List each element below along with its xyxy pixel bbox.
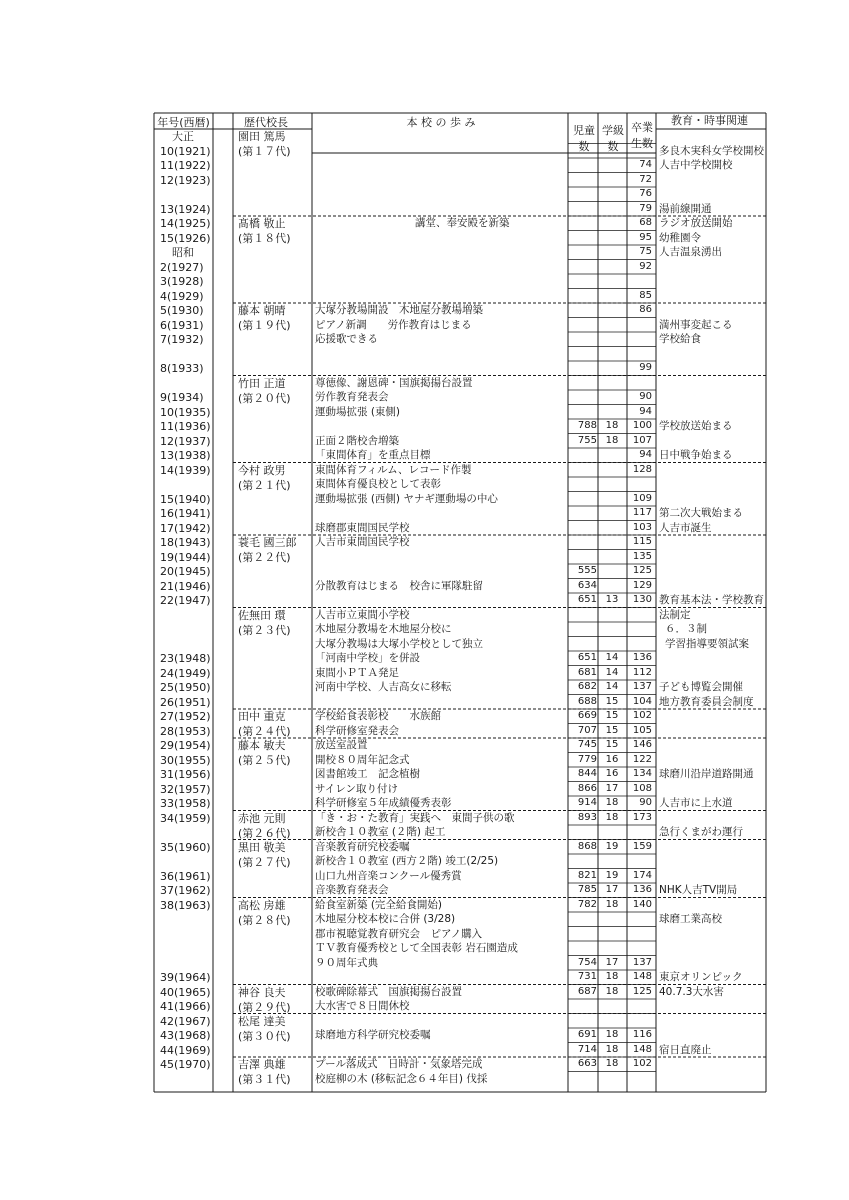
student-count: 914 (577, 797, 597, 808)
header-students-line1: 児童 (573, 124, 595, 137)
history-entry: 校庭柳の木 (移転記念６４年目) 伐採 (315, 1072, 488, 1085)
year-label: 13(1938) (160, 449, 211, 462)
event-entry: 法制定 (659, 608, 691, 621)
student-count: 866 (577, 782, 597, 794)
year-label: 20(1945) (160, 565, 211, 578)
history-entry: 木地屋分校本校に合併 (3/28) (315, 913, 456, 925)
principal-term: (第１７代) (238, 145, 291, 158)
year-label: 38(1963) (160, 898, 211, 912)
principal-term: (第１８代) (238, 232, 291, 245)
history-entry: 運動場拡張 (東側) (315, 405, 401, 418)
class-count: 15 (605, 710, 619, 721)
principal-name: 神谷 良夫 (238, 985, 286, 999)
graduate-count: 92 (639, 260, 652, 272)
student-count: 755 (577, 434, 597, 446)
graduate-count: 72 (639, 173, 652, 185)
year-label: 14(1939) (160, 463, 211, 477)
year-label: 34(1959) (160, 811, 211, 825)
year-label: 30(1955) (160, 753, 211, 767)
principal-name: 蓑毛 國三郎 (238, 536, 297, 549)
year-label: 2(1927) (160, 260, 204, 274)
principal-name: 藤本 朝晴 (238, 304, 286, 317)
graduate-count: 94 (639, 449, 652, 460)
year-label: 4(1929) (160, 289, 204, 303)
event-entry: 子ども博覧会開催 (659, 681, 743, 693)
event-entry: 学習指導要領試案 (665, 637, 749, 650)
principal-term: (第２４代) (238, 725, 291, 738)
event-entry: 宿日直廃止 (659, 1043, 712, 1056)
year-label: 37(1962) (160, 884, 211, 897)
history-entry: 「河南中学校」を併設 (315, 652, 420, 664)
graduate-count: 85 (639, 289, 652, 301)
year-label: 6(1931) (160, 318, 204, 332)
student-count: 691 (577, 1029, 597, 1040)
history-entry: 「東間体育」を重点目標 (315, 449, 431, 461)
graduate-count: 173 (632, 811, 652, 823)
graduate-count: 148 (632, 971, 652, 982)
year-label: 15(1940) (160, 492, 211, 506)
principal-term: (第２６代) (238, 826, 291, 840)
year-label: 12(1937) (160, 434, 211, 448)
principal-name: 黒田 敬美 (238, 840, 286, 854)
graduate-count: 136 (632, 884, 652, 895)
year-label: 36(1961) (160, 869, 211, 883)
student-count: 868 (577, 840, 597, 852)
class-count: 16 (605, 768, 619, 779)
history-entry: 科学研修室５年成績優秀表彰 (315, 797, 452, 809)
student-count: 788 (577, 420, 597, 431)
event-entry: 多良木実科女学校開校 (659, 144, 764, 157)
event-entry: 人吉市に上水道 (659, 797, 733, 809)
history-entry: 講堂、奉安殿を新築 (415, 217, 510, 229)
header-classes-line2: 数 (607, 140, 619, 153)
event-entry: 人吉温泉湧出 (659, 246, 722, 258)
graduate-count: 102 (632, 710, 652, 721)
class-count: 18 (605, 1043, 619, 1055)
year-label: 3(1928) (160, 275, 204, 288)
principal-name: 田中 重克 (238, 710, 286, 723)
history-entry: 球磨地方科学研究校委嘱 (315, 1029, 431, 1041)
graduate-count: 108 (632, 782, 652, 794)
class-count: 19 (605, 840, 619, 852)
principal-term: (第２２代) (238, 551, 291, 564)
graduate-count: 117 (632, 507, 652, 518)
year-label: 12(1923) (160, 173, 211, 187)
graduate-count: 68 (639, 217, 652, 228)
graduate-count: 107 (632, 434, 652, 446)
class-count: 16 (605, 753, 619, 765)
student-count: 779 (577, 753, 597, 765)
student-count: 714 (577, 1043, 597, 1055)
student-count: 687 (577, 985, 597, 997)
graduate-count: 95 (639, 231, 652, 243)
graduate-count: 148 (632, 1043, 652, 1055)
student-count: 669 (577, 710, 597, 721)
graduate-count: 122 (632, 753, 652, 765)
history-entry: 大水害で８日間休校 (315, 1000, 410, 1012)
class-count: 14 (605, 681, 619, 692)
history-entry: 球磨郡東間国民学校 (315, 521, 410, 534)
history-entry: 科学研修室発表会 (315, 724, 399, 737)
history-entry: 学校給食表彰校 水族館 (315, 710, 441, 722)
history-entry: プール落成式 日時計・気象塔完成 (315, 1058, 483, 1070)
graduate-count: 146 (632, 739, 652, 750)
principal-term: (第２５代) (238, 754, 291, 767)
class-count: 18 (605, 971, 619, 982)
graduate-count: 76 (639, 188, 652, 199)
header-graduates-line2: 生数 (631, 137, 653, 150)
year-label: 11(1936) (160, 420, 211, 433)
student-count: 682 (577, 681, 597, 692)
history-entry: ＴＶ教育優秀校として全国表彰 岩石園造成 (315, 942, 518, 954)
graduate-count: 104 (632, 695, 652, 707)
history-entry: 運動場拡張 (西側) ヤナギ運動場の中心 (315, 492, 498, 505)
class-count: 17 (605, 884, 619, 895)
graduate-count: 86 (639, 304, 652, 315)
principal-name: 園田 篤馬 (238, 130, 286, 143)
year-label: 31(1956) (160, 768, 211, 781)
year-label: 39(1964) (160, 971, 211, 984)
year-label: 35(1960) (160, 840, 211, 854)
class-count: 15 (605, 724, 619, 736)
event-entry: NHK人吉TV開局 (659, 884, 738, 896)
graduate-count: 90 (639, 391, 652, 402)
graduate-count: 135 (632, 550, 652, 562)
year-label: 21(1946) (160, 579, 211, 593)
year-label: 9(1934) (160, 391, 204, 404)
student-count: 681 (577, 666, 597, 678)
year-label: 25(1950) (160, 681, 211, 694)
student-count: 782 (577, 898, 597, 910)
graduate-count: 102 (632, 1058, 652, 1069)
class-count: 18 (605, 1029, 619, 1040)
year-label: 18(1943) (160, 536, 211, 549)
graduate-count: 125 (632, 565, 652, 576)
event-entry: 学校放送始まる (659, 420, 733, 432)
class-count: 14 (605, 652, 619, 663)
class-count: 18 (605, 898, 619, 910)
graduate-count: 174 (632, 869, 652, 881)
year-label: 22(1947) (160, 594, 211, 607)
student-count: 555 (577, 565, 597, 576)
principal-term: (第２７代) (238, 855, 291, 869)
principal-term: (第２３代) (238, 623, 291, 637)
history-entry: 応援歌できる (315, 333, 378, 345)
year-label: 10(1935) (160, 405, 211, 419)
year-label: 42(1967) (160, 1014, 211, 1028)
class-count: 18 (605, 1058, 619, 1069)
header-students-line2: 数 (578, 140, 590, 153)
principal-name: 藤本 敏夫 (238, 739, 286, 752)
event-entry: 人吉中学校開校 (659, 159, 733, 171)
history-entry: 東間体育フィルム、レコード作製 (315, 463, 472, 476)
principal-name: 竹田 正道 (238, 376, 286, 390)
history-entry: サイレン取り付け (315, 782, 399, 795)
history-entry: 放送室設置 (315, 739, 368, 751)
event-entry: ラジオ放送開始 (659, 217, 733, 229)
header-principal: 歴代校長 (244, 116, 288, 129)
graduate-count: 128 (632, 463, 652, 475)
graduate-count: 134 (632, 768, 652, 779)
class-count: 14 (605, 666, 619, 678)
year-label: 昭和 (172, 246, 194, 259)
header-events: 教育・時事関連 (671, 114, 748, 127)
year-label: 11(1922) (160, 159, 211, 172)
history-entry: 木地屋分教場を木地屋分校に (315, 623, 452, 635)
student-count: 754 (577, 956, 597, 968)
graduate-count: 109 (632, 492, 652, 504)
class-count: 17 (605, 956, 619, 968)
year-label: 44(1969) (160, 1043, 211, 1057)
year-label: 5(1930) (160, 304, 204, 317)
event-entry: 第二次大戦始まる (659, 507, 743, 519)
year-label: 16(1941) (160, 507, 211, 520)
class-count: 18 (605, 434, 619, 446)
history-entry: 東間体育優良校として表彰 (315, 478, 441, 490)
history-entry: 河南中学校、人吉高女に移転 (315, 681, 452, 693)
history-entry: 大塚分教場開設 木地屋分教場増築 (315, 304, 483, 316)
year-label: 13(1924) (160, 202, 211, 216)
year-label: 41(1966) (160, 1000, 211, 1013)
event-entry: 地方教育委員会制度 (659, 695, 754, 708)
student-count: 634 (577, 579, 597, 591)
year-label: 大正 (172, 130, 194, 143)
graduate-count: 74 (639, 159, 652, 170)
student-count: 821 (577, 869, 597, 881)
graduate-count: 112 (632, 666, 652, 678)
history-entry: 正面２階校舎増築 (315, 434, 399, 447)
event-entry: 教育基本法・学校教育 (659, 594, 764, 606)
student-count: 663 (577, 1058, 597, 1069)
graduate-count: 129 (632, 579, 652, 591)
principal-term: (第３０代) (238, 1029, 291, 1043)
graduate-count: 116 (632, 1029, 652, 1040)
principal-name: 髙橋 敬止 (238, 217, 286, 230)
graduate-count: 137 (632, 681, 652, 692)
class-count: 18 (605, 797, 619, 808)
graduate-count: 100 (632, 420, 652, 431)
event-entry: 球磨川沿岸道路開通 (659, 768, 754, 780)
graduate-count: 90 (639, 797, 652, 808)
history-entry: 人吉市立東間小学校 (315, 608, 410, 621)
header-history: 本 校 の 歩 み (406, 116, 476, 129)
principal-name: 今村 政男 (238, 463, 286, 477)
student-count: 651 (577, 652, 597, 663)
year-label: 43(1968) (160, 1029, 211, 1042)
student-count: 745 (577, 739, 597, 750)
year-label: 29(1954) (160, 739, 211, 752)
principal-term: (第１９代) (238, 319, 291, 332)
event-entry: 日中戦争始まる (659, 449, 733, 461)
student-count: 893 (577, 811, 597, 823)
year-label: 14(1925) (160, 217, 211, 230)
history-entry: 郡市視聴覚教育研究会 ピアノ購入 (315, 927, 483, 940)
year-label: 32(1957) (160, 782, 211, 796)
principal-name: 佐無田 環 (238, 608, 286, 622)
student-count: 844 (577, 768, 597, 779)
principal-term: (第２８代) (238, 913, 291, 927)
class-count: 18 (605, 985, 619, 997)
history-entry: 新校舎１０教室 (西方２階) 竣工(2/25) (315, 855, 499, 867)
graduate-count: 79 (639, 202, 652, 214)
event-entry: 湯前線開通 (659, 202, 712, 215)
principal-term: (第２０代) (238, 391, 291, 405)
graduate-count: 125 (632, 985, 652, 997)
history-entry: 尊徳像、謝恩碑・国旗掲揚台設置 (315, 376, 473, 389)
history-entry: 東間小ＰＴＡ発足 (315, 666, 399, 679)
principal-term: (第２１代) (238, 478, 291, 492)
history-entry: 大塚分教場は大塚小学校として独立 (315, 637, 483, 650)
event-entry: 急行くまがわ運行 (659, 826, 743, 838)
class-count: 19 (605, 869, 619, 881)
graduate-count: 99 (639, 362, 652, 373)
principal-name: 松尾 達美 (238, 1014, 286, 1028)
event-entry: 人吉市誕生 (659, 521, 712, 534)
class-count: 17 (605, 782, 619, 794)
history-entry: ９０周年式典 (315, 956, 378, 969)
class-count: 15 (605, 739, 619, 750)
graduate-count: 130 (632, 594, 652, 605)
history-entry: 「き・お・た教育」実践へ 東間子供の歌 (315, 811, 515, 824)
principal-name: 高松 房雄 (238, 898, 286, 912)
year-label: 17(1942) (160, 521, 211, 535)
event-entry: 幼稚園令 (659, 231, 701, 244)
event-entry: 学校給食 (659, 333, 701, 345)
history-entry: 山口九州音楽コンクール優秀賞 (315, 869, 462, 882)
student-count: 785 (577, 884, 597, 895)
year-label: 19(1944) (160, 550, 211, 564)
history-entry: 開校８０周年記念式 (315, 753, 410, 766)
history-entry: 音楽教育発表会 (315, 884, 389, 896)
event-entry: 満州事変起こる (659, 318, 733, 331)
event-entry: ６．３制 (665, 623, 707, 635)
student-count: 688 (577, 695, 597, 707)
event-entry: 40.7.3大水害 (659, 985, 724, 998)
principal-term: (第３１代) (238, 1073, 291, 1086)
year-label: 24(1949) (160, 666, 211, 680)
year-label: 28(1953) (160, 724, 211, 738)
graduate-count: 103 (632, 521, 652, 533)
graduate-count: 140 (632, 898, 652, 910)
event-entry: 球磨工業高校 (659, 913, 722, 925)
graduate-count: 115 (632, 536, 652, 547)
history-entry: 新校舎１０教室 (２階) 起工 (315, 826, 446, 838)
header-graduates-line1: 卒業 (631, 121, 653, 134)
student-count: 707 (577, 724, 597, 736)
class-count: 13 (605, 594, 619, 605)
year-label: 26(1951) (160, 695, 211, 709)
history-entry: 音楽教育研究校委嘱 (315, 840, 410, 853)
event-entry: 東京オリンピック (659, 971, 743, 983)
header-classes-line1: 学級 (602, 124, 624, 137)
graduate-count: 136 (632, 652, 652, 663)
year-label: 45(1970) (160, 1058, 211, 1071)
graduate-count: 94 (639, 405, 652, 417)
student-count: 731 (577, 971, 597, 982)
year-label: 33(1958) (160, 797, 211, 810)
principal-term: (第２９代) (238, 1000, 291, 1014)
graduate-count: 75 (639, 246, 652, 257)
graduate-count: 159 (632, 840, 652, 852)
year-label: 8(1933) (160, 362, 204, 375)
history-entry: 分散教育はじまる 校舎に軍隊駐留 (315, 579, 483, 592)
year-label: 7(1932) (160, 333, 204, 346)
year-label: 10(1921) (160, 144, 211, 158)
graduate-count: 105 (632, 724, 652, 736)
history-entry: 給食室新築 (完全給食開始) (315, 898, 443, 911)
year-label: 15(1926) (160, 231, 211, 245)
class-count: 18 (605, 811, 619, 823)
history-entry: ピアノ新調 労作教育はじまる (315, 318, 472, 331)
history-entry: 労作教育発表会 (315, 391, 389, 403)
class-count: 15 (605, 695, 619, 707)
history-entry: 人吉市東間国民学校 (315, 536, 410, 548)
student-count: 651 (577, 594, 597, 605)
principal-name: 赤池 元則 (238, 811, 286, 825)
header-era: 年号(西暦) (157, 116, 210, 129)
year-label: 23(1948) (160, 652, 211, 665)
year-label: 40(1965) (160, 985, 211, 999)
principal-name: 吉澤 典雄 (238, 1058, 286, 1071)
year-label: 27(1952) (160, 710, 211, 723)
class-count: 18 (605, 420, 619, 431)
history-entry: 図書館竣工 記念植樹 (315, 768, 420, 780)
history-entry: 校歌碑除幕式 国旗掲揚台設置 (315, 985, 462, 998)
graduate-count: 137 (632, 956, 652, 968)
